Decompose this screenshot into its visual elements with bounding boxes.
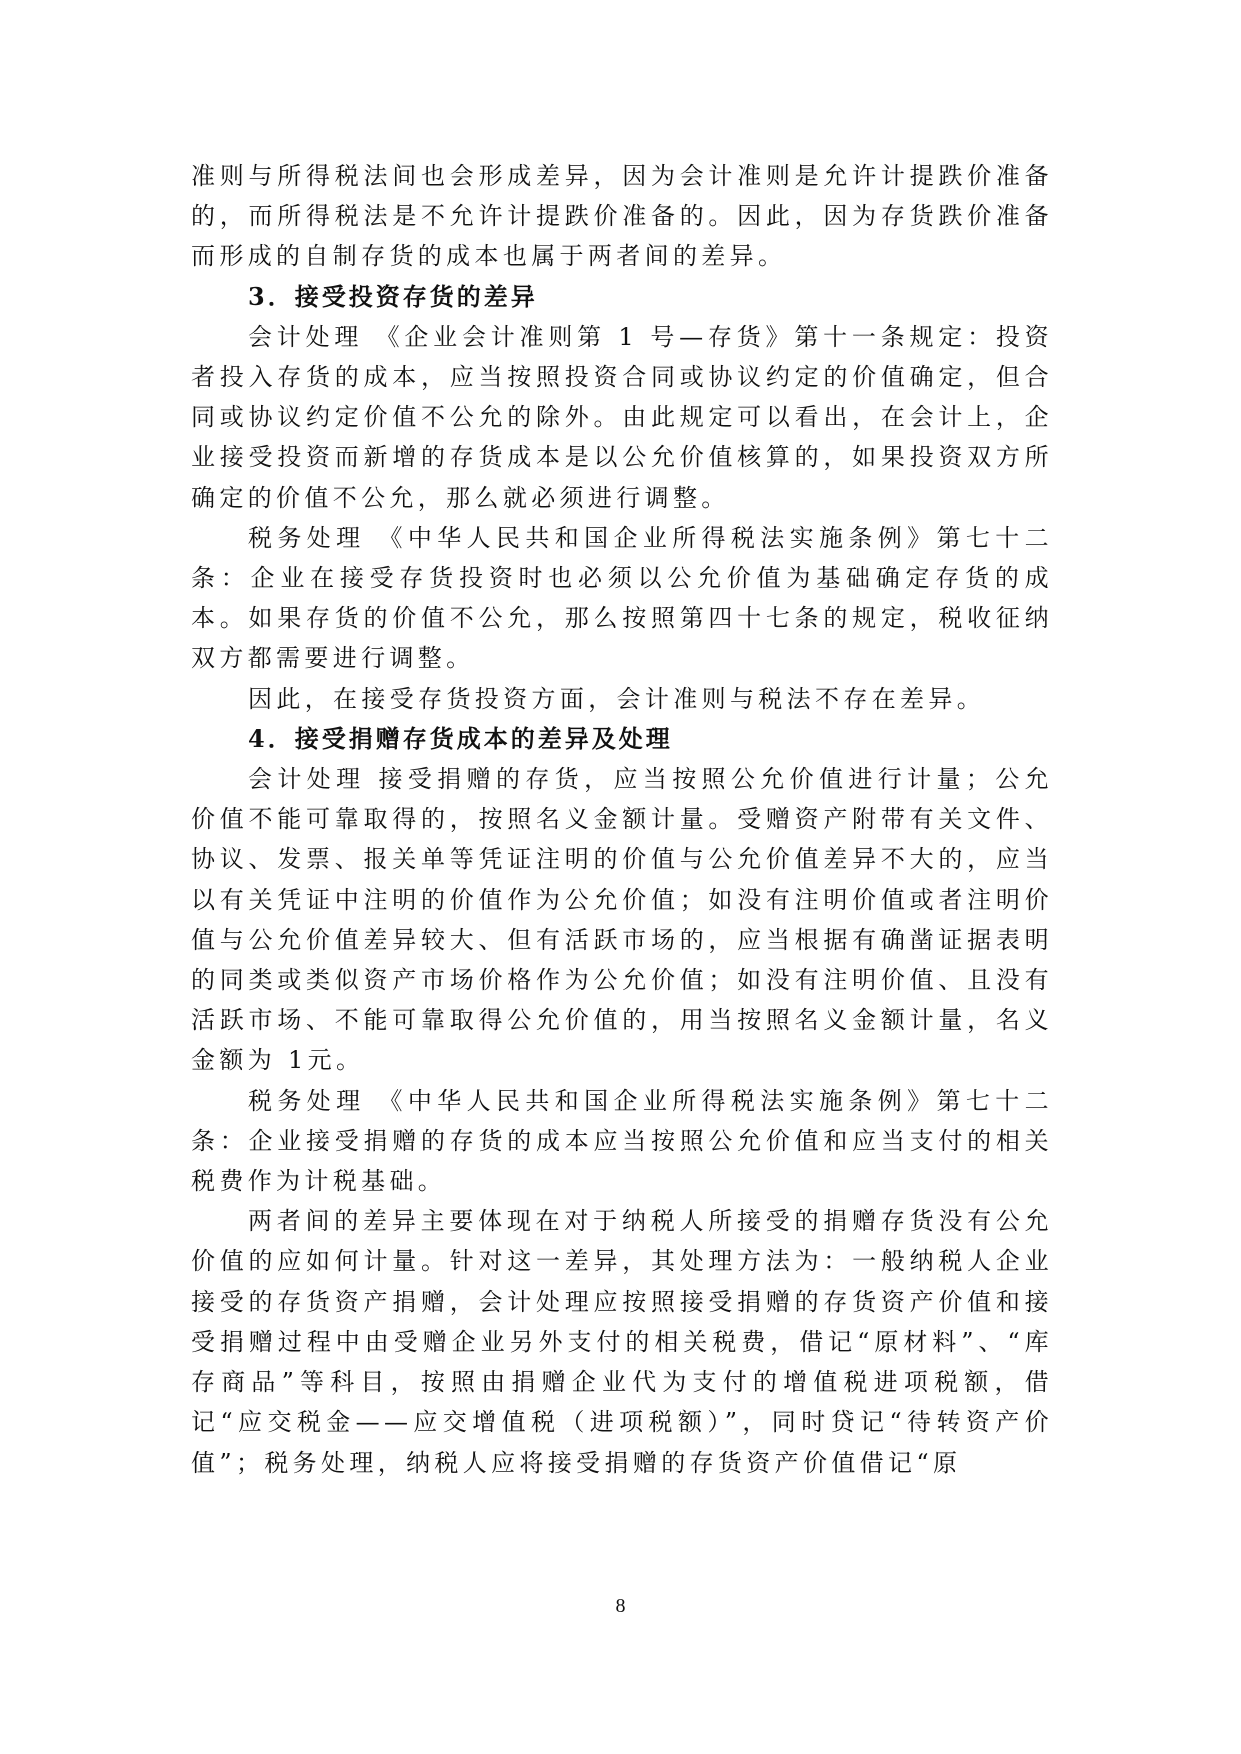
paragraph-continuation: 准则与所得税法间也会形成差异，因为会计准则是允许计提跌价准备的，而所得税法是不允许计提跌价准备的。因此，因为存货跌价准备而形成的自制存货的成本也属于两者间的差异。 bbox=[191, 162, 1053, 271]
page-number: 8 bbox=[615, 1595, 626, 1617]
section-heading-4: 4．接受捐赠存货成本的差异及处理 bbox=[248, 723, 673, 753]
paragraph-donation-difference: 两者间的差异主要体现在对于纳税人所接受的捐赠存货没有公允价值的应如何计量。针对这一差异，其处理方法为：一般纳税人企业接受的存货资产捐赠，会计处理应按照接受捐赠的存货资产价值和接受捐赠过程中由受赠企业另外支付的相关税费，借记“原材料”、“库存商品”等科目，按照由捐赠企业代为支付的增值税进项税额，借记“应交税金——应交增值税（进项税额）”，同时贷记“待转资产价值”；税务处理，纳税人应将接受捐赠的存货资产价值借记“原 bbox=[191, 1207, 1053, 1477]
paragraph-tax-investment: 税务处理 《中华人民共和国企业所得税法实施条例》第七十二条：企业在接受存货投资时也必须以公允价值为基础确定存货的成本。如果存货的价值不公允，那么按照第四十七条的规定，税收征纳双方都需要进行调整。 bbox=[191, 523, 1053, 673]
paragraph-tax-donation: 税务处理 《中华人民共和国企业所得税法实施条例》第七十二条：企业接受捐赠的存货的成本应当按照公允价值和应当支付的相关税费作为计税基础。 bbox=[191, 1086, 1053, 1196]
document-body bbox=[191, 156, 1053, 1483]
section-heading-3: 3．接受投资存货的差异 bbox=[248, 281, 538, 311]
paragraph-accounting-investment: 会计处理 《企业会计准则第 1 号—存货》第十一条规定：投资者投入存货的成本，应当按照投资合同或协议约定的价值确定，但合同或协议约定价值不公允的除外。由此规定可以看出，在会计上，企业接受投资而新增的存货成本是以公允价值核算的，如果投资双方所确定的价值不公允，那么就必须进行调整。 bbox=[191, 322, 1053, 512]
paragraph-accounting-donation: 会计处理 接受捐赠的存货，应当按照公允价值进行计量；公允价值不能可靠取得的，按照名义金额计量。受赠资产附带有关文件、协议、发票、报关单等凭证注明的价值与公允价值差异不大的，应当以有关凭证中注明的价值作为公允价值；如没有注明价值或者注明价值与公允价值差异较大、但有活跃市场的，应当根据有确凿证据表明的同类或类似资产市场价格作为公允价值；如没有注明价值、且没有活跃市场、不能可靠取得公允价值的，用当按照名义金额计量，名义金额为 1元。 bbox=[191, 765, 1053, 1075]
paragraph-investment-conclusion: 因此，在接受存货投资方面，会计准则与税法不存在差异。 bbox=[248, 684, 986, 713]
